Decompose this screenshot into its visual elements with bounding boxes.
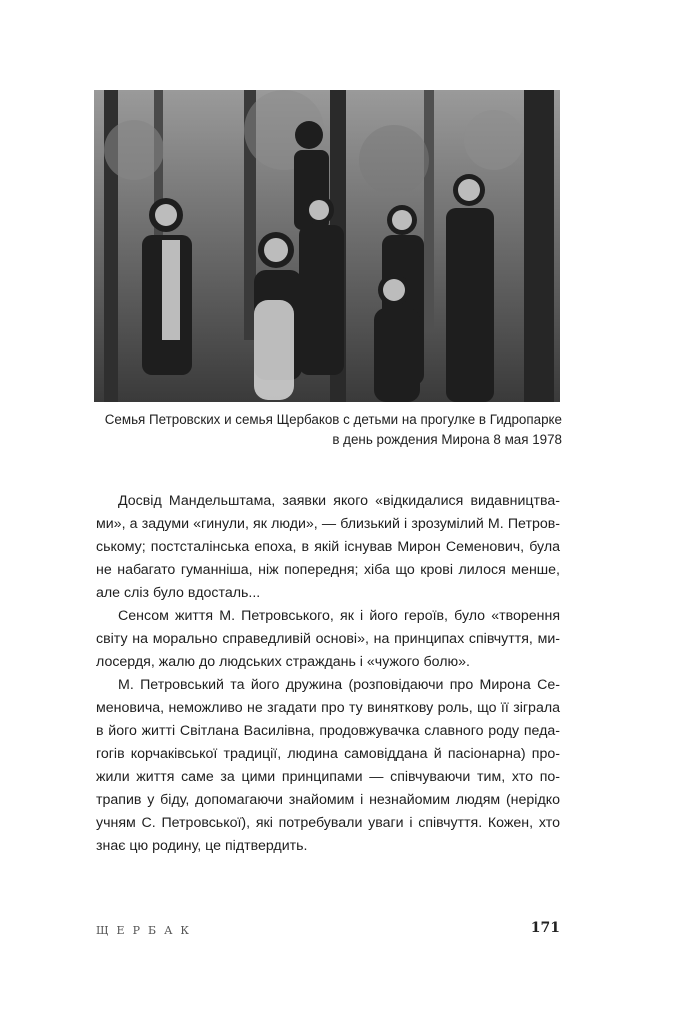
running-head: ЩЕРБАК xyxy=(96,924,197,937)
text-line: гогів корчаківської традиції, людина самовіддана й пасіонарна) про- xyxy=(96,746,560,762)
text-line: Досвід Мандельштама, заявки якого «відкидалися видавництва- xyxy=(118,493,560,509)
caption-line-1: Семья Петровских и семья Щербаков с детьми на прогулке в Гидропарке xyxy=(104,412,562,427)
text-line: знає цю родину, це підтвердить. xyxy=(96,838,308,854)
family-photo xyxy=(94,90,560,402)
paragraph-3 xyxy=(96,674,560,858)
text-line: Сенсом життя М. Петровського, як і його героїв, було «творення xyxy=(118,608,560,624)
text-line: але сліз було вдосталь... xyxy=(96,585,261,601)
page-number: 171 xyxy=(530,920,560,936)
text-line: ському; постсталінська епоха, в якій існував Мирон Семенович, була xyxy=(96,539,560,555)
text-line: ми», а задуми «гинули, як люди», — близький і зрозумілий М. Петров- xyxy=(96,516,560,532)
caption-line-2: в день рождения Мирона 8 мая 1978 xyxy=(332,432,562,447)
text-line: учням С. Петровської), які потребували уваги і співчуття. Кожен, хто xyxy=(96,815,560,831)
paragraph-2 xyxy=(96,605,560,674)
text-line: в його житті Світлана Василівна, продовжувачка славного роду педа- xyxy=(96,723,560,739)
text-line: світу на морально справедливій основі», на принципах співчуття, ми- xyxy=(96,631,560,647)
body-text xyxy=(96,490,560,858)
paragraph-1 xyxy=(96,490,560,605)
text-line: не набагато гуманніша, ніж попередня; хіба що крові лилося менше, xyxy=(96,562,560,578)
photo-caption xyxy=(90,410,562,450)
text-line: М. Петровський та його дружина (розповідаючи про Мирона Се- xyxy=(118,677,560,693)
text-line: лосердя, жалю до людських страждань і «чужого болю». xyxy=(96,654,470,670)
text-line: меновича, неможливо не згадати про ту виняткову роль, що її зіграла xyxy=(96,700,560,716)
text-line: трапив у біду, допомагаючи знайомим і незнайомим людям (нерідко xyxy=(96,792,560,808)
text-line: жили життя саме за цими принципами — співчуваючи тим, хто по- xyxy=(96,769,560,785)
family-photo-image xyxy=(94,90,560,402)
